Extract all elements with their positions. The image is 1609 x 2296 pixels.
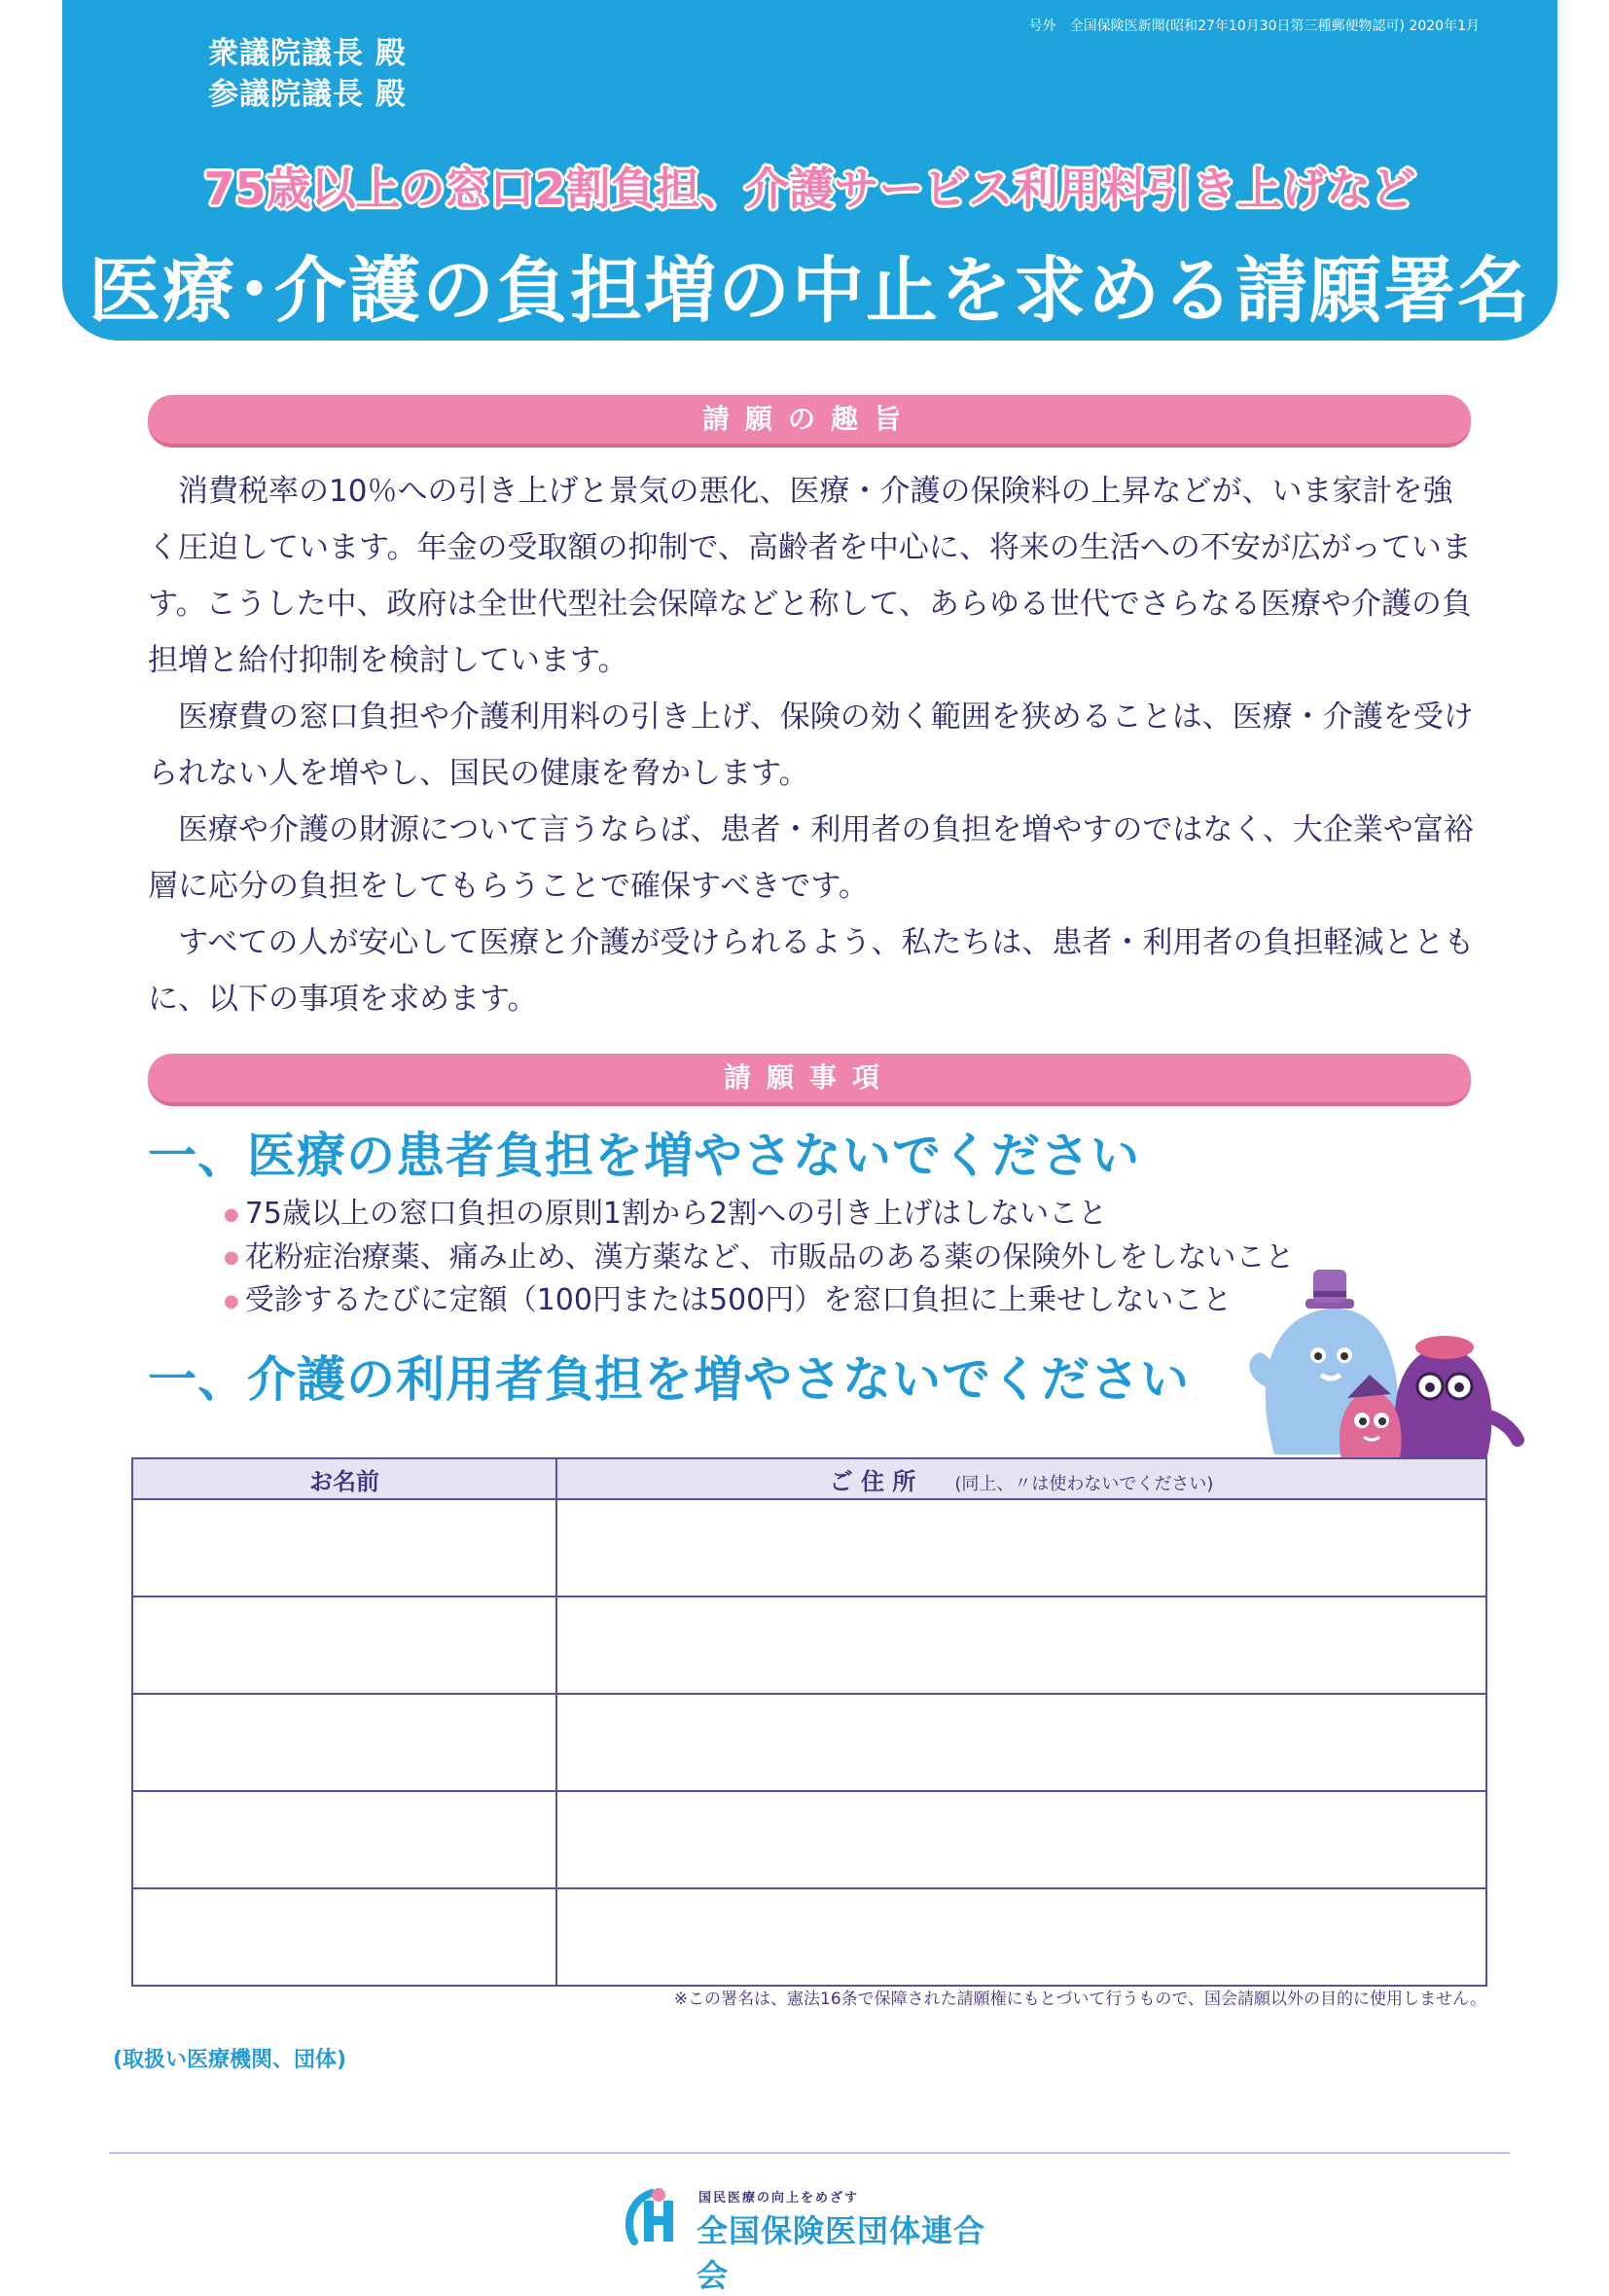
- signature-table: [131, 1457, 1487, 1987]
- name-cell[interactable]: [132, 1499, 556, 1596]
- header-banner: [62, 0, 1557, 341]
- purpose-heading: 請願の趣旨: [148, 395, 1471, 448]
- table-row[interactable]: [132, 1694, 1486, 1791]
- addressee-block: [208, 33, 407, 115]
- addressee-house-of-representatives: 衆議院議長 殿: [208, 36, 407, 71]
- handling-organization-label: (取扱い医療機関、団体): [113, 2048, 347, 2072]
- column-header-name: お名前: [132, 1458, 556, 1499]
- demand-medical: 一、医療の患者負担を増やさないでください: [148, 1128, 1140, 1184]
- footer-divider: [109, 2152, 1510, 2154]
- purpose-paragraph: すべての人が安心して医療と介護が受けられるよう、私たちは、患者・利用者の負担軽減とともに、以下の事項を求めます。: [148, 925, 1475, 1017]
- purpose-paragraph: 消費税率の10％への引き上げと景気の悪化、医療・介護の保険料の上昇などが、いま家計を強く圧迫しています。年金の受取額の抑制で、高齢者を中心に、将来の生活への不安が広がっています。こうした中、政府は全世代型社会保障などと称して、あらゆる世代でさらなる医療や介護の負担増と給付抑制を検討しています。: [148, 474, 1472, 678]
- list-item: ● 75歳以上の窓口負担の原則1割から2割への引き上げはしないこと: [224, 1193, 1295, 1237]
- logo-tagline: 国民医療の向上をめざす: [698, 2191, 860, 2206]
- name-cell[interactable]: [132, 1694, 556, 1791]
- page-title: 医療･介護の負担増の中止を求める請願署名: [89, 249, 1531, 333]
- organization-logo: [623, 2177, 992, 2294]
- address-cell[interactable]: [556, 1694, 1486, 1791]
- name-cell[interactable]: [132, 1888, 556, 1986]
- address-cell[interactable]: [556, 1499, 1486, 1596]
- name-cell[interactable]: [132, 1791, 556, 1888]
- list-item: ● 花粉症治療薬、痛み止め、漢方薬など、市販品のある薬の保険外しをしないこと: [224, 1237, 1295, 1280]
- logo-name: 全国保険医団体連合会: [697, 2212, 986, 2294]
- table-footnote: ※この署名は、憲法16条で保障された請願権にもとづいて行うもので、国会請願以外の目的に使用しません。: [673, 1990, 1486, 2009]
- table-row[interactable]: [132, 1791, 1486, 1888]
- column-header-address: [556, 1458, 1486, 1499]
- address-note: (同上、〃は使わないでください): [954, 1473, 1214, 1494]
- issue-note: 号外 全国保険医新聞(昭和27年10月30日第三種郵便物認可) 2020年1月: [1028, 18, 1480, 34]
- list-item: ● 受診するたびに定額（100円または500円）を窓口負担に上乗せしないこと: [224, 1279, 1295, 1323]
- purpose-text: [148, 463, 1481, 1027]
- table-header-row: [132, 1458, 1486, 1499]
- demands-heading: 請願事項: [148, 1054, 1471, 1106]
- logo-mark-icon: [623, 2183, 691, 2251]
- purpose-paragraph: 医療費の窓口負担や介護利用料の引き上げ、保険の効く範囲を狭めることは、医療・介護を受けられない人を増やし、国民の健康を脅かします。: [148, 700, 1474, 791]
- page-subtitle: 75歳以上の窓口2割負担、介護サービス利用料引き上げなど: [203, 162, 1416, 215]
- name-cell[interactable]: [132, 1596, 556, 1694]
- address-cell[interactable]: [556, 1791, 1486, 1888]
- address-cell[interactable]: [556, 1888, 1486, 1986]
- demand-care: 一、介護の利用者負担を増やさないでください: [148, 1351, 1190, 1408]
- mascot-illustration: [1235, 1231, 1527, 1464]
- table-row[interactable]: [132, 1888, 1486, 1986]
- table-row[interactable]: [132, 1596, 1486, 1694]
- addressee-house-of-councillors: 参議院議長 殿: [208, 77, 407, 112]
- purpose-paragraph: 医療や介護の財源について言うならば、患者・利用者の負担を増やすのではなく、大企業や富裕層に応分の負担をしてもらうことで確保すべきです。: [148, 812, 1474, 904]
- demand-bullets: [224, 1193, 1295, 1323]
- address-label: ご 住 所: [829, 1467, 916, 1495]
- table-row[interactable]: [132, 1499, 1486, 1596]
- address-cell[interactable]: [556, 1596, 1486, 1694]
